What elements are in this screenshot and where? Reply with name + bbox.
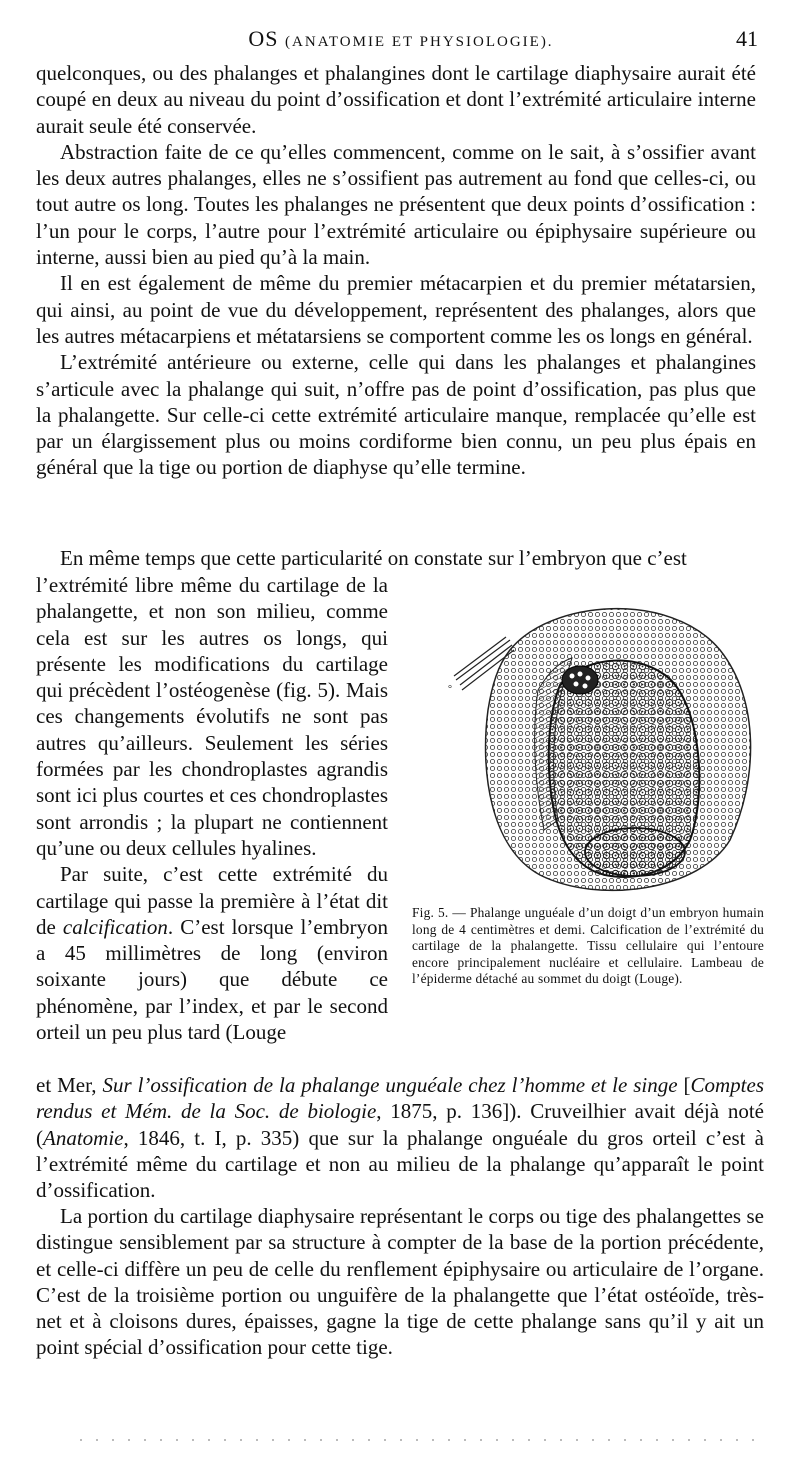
- figure-5-caption: [412, 905, 764, 988]
- paragraph-4: L’extrémité antérieure ou externe, celle qui dans les phalanges et phalangines s’articule avec la phalange qui suit, n’offre pas de point d’ossification, pas plus que la phalangette. Sur celle-ci cette extrémité articulaire manque, remplacée qu’elle est par un élargissement plus ou moins cordiforme bien connu, un peu plus épais en général que la tige ou portion de diaphyse qu’elle termine.: [36, 350, 756, 480]
- article-title: Sur l’ossification de la phalange unguéale chez l’homme et le singe: [102, 1073, 678, 1097]
- paragraph-6-text-e: , 1875, p. 136]). Cruveilhier avait déjà noté (: [36, 1099, 764, 1150]
- paragraph-6-text-c: et Mer,: [36, 1073, 103, 1097]
- figure-label: Fig. 5.: [412, 905, 449, 920]
- paragraph-6-text-f: , 1846, t. I, p. 335) que sur la phalange onguéale du gros orteil c’est à l’extrémité même du cartilage et non au milieu de la phalange qu’apparaît le point d’ossification.: [36, 1125, 764, 1203]
- paragraph-7: La portion du cartilage diaphysaire représentant le corps ou tige des phalangettes se distingue sensiblement par sa structure à compter de la base de la portion précédente, et celle-ci diffère un peu de celle du renflement épiphysaire ou articulaire de l’organe. C’est de la troisième portion ou unguifère de la phalangette que l’état ostéoïde, très-net et à cloisons dures, épaisses, gagne la tige de cette phalange sans qu’il y ait un point spécial d’ossification pour cette tige.: [36, 1204, 764, 1360]
- anatomie-title: Anatomie: [43, 1125, 124, 1150]
- paragraph-6-text-a: Par suite, c’est cette extrémité du cartilage qui passe la première à l’état dit de: [36, 862, 388, 939]
- paragraph-5-rest: l’extrémité libre même du cartilage de la phalangette, et non son milieu, comme cela est sur les autres os longs, qui présente les modifications du cartilage qui précèdent l’ostéogenèse (fig. 5). Mais ces changements évolutifs ne sont pas autres qu’ailleurs. Seulement les séries formées par les chondroplastes agrandis sont ici plus courtes et ces chondroplastes sont arrondis ; la plupart ne contiennent qu’une ou deux cellules hyalines.: [36, 573, 388, 860]
- paragraph-6-continued: [36, 1072, 764, 1203]
- calcified-tip: [562, 666, 598, 694]
- svg-text:°: °: [448, 684, 452, 695]
- paragraph-5-first-line: En même temps que cette particularité on constate sur l’embryon que c’est: [60, 546, 687, 570]
- figure-caption-text: — Phalange unguéale d’un doigt d’un embryon humain long de 4 centimètres et demi. Calcification de l’extrémité du cartilage de la phalangette. Tissu cellulaire qui l’entoure encore principalement nucléaire et cellulaire. Lambeau de l’épiderme détaché au sommet du doigt (Louge).: [412, 905, 764, 986]
- header-title-small: (ANATOMIE ET PHYSIOLOGIE).: [285, 34, 554, 50]
- text-block-top: [36, 60, 756, 481]
- paragraph-3: Il en est également de même du premier métacarpien et du premier métatarsien, qui ainsi, au point de vue du développement, représentent des phalanges, alors que les autres métacarpiens et métatarsiens se comportent comme les os longs en général.: [36, 271, 756, 348]
- running-header: [36, 26, 766, 56]
- paragraph-2: Abstraction faite de ce qu’elles commencent, comme on le sait, à s’ossifier avant les deux autres phalanges, elles ne s’ossifient pas autrement au fond que celles-ci, ou tout autre os long. Toutes les phalanges ne présentent que deux points d’ossification : l’un pour le corps, l’autre pour l’extrémité articulaire ou épiphysaire supérieure ou interne, aussi bien au pied qu’à la main.: [36, 139, 756, 270]
- header-title-main: OS: [248, 26, 279, 51]
- header-title: [36, 26, 766, 52]
- paragraph-6-text-b: . C’est lorsque l’embryon a 45 millimètres de long (environ soixante jours) que débute ce phénomène, par l’index, et par le second orteil un peu plus tard (Louge: [36, 914, 388, 1045]
- calcification-term: calcification: [62, 914, 168, 939]
- paragraph-6-start: [36, 861, 388, 1045]
- text-column-beside-figure: [36, 572, 388, 1045]
- footer-speckle: [80, 1437, 760, 1443]
- page-number: 41: [736, 26, 758, 51]
- figure-5-illustration: [440, 590, 762, 900]
- paragraph-1: quelconques, ou des phalanges et phalangines dont le cartilage diaphysaire aurait été coupé en deux au niveau du point d’ossification et dont l’extrémité articulaire interne aurait seule été conservée.: [36, 61, 756, 138]
- articular-base: [585, 828, 685, 876]
- journal-title: Comptes rendus et Mém. de la Soc. de biologie: [36, 1073, 764, 1124]
- paragraph-6-text-d: [: [677, 1073, 691, 1097]
